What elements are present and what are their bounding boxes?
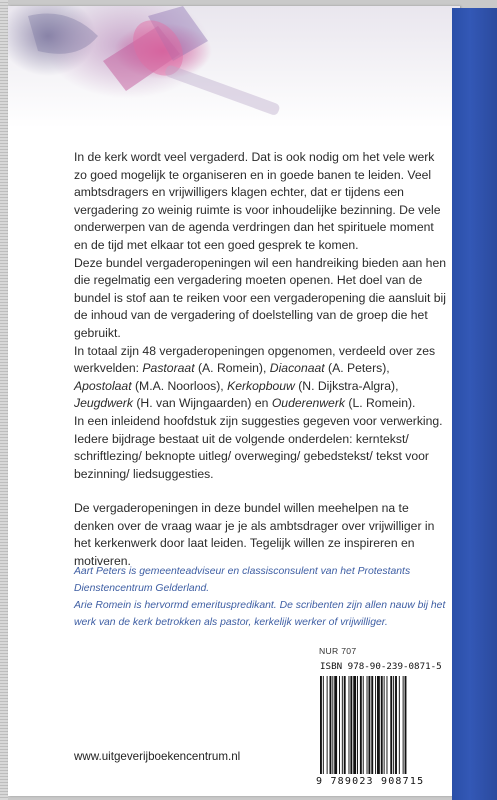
barcode-digits: 9 789023 908715 <box>316 776 425 787</box>
field-name: Jeugdwerk <box>74 396 133 411</box>
fields-intro: In totaal zijn 48 vergaderopeningen opgenomen, verdeeld over zes werkvelden: <box>74 343 436 376</box>
blurb-paragraph-1: In de kerk wordt veel vergaderd. Dat is ook nodig om het vele werk zo goed mogelijk te organiseren en in goede banen te leiden. Veel ambtsdragers en vrijwilligers klagen echter, dat er tijdens een vergadering zo weinig ruimte is voor inhoudelijke bezinning. De vele onderwerpen van de agenda verdringen dan het spirituele moment en de tijd met elkaar tot een goed gesprek te komen. <box>74 150 441 252</box>
page-edge <box>0 0 8 800</box>
barcode <box>318 676 446 784</box>
blurb-text <box>74 149 450 571</box>
field-name: Kerkopbouw <box>227 378 295 393</box>
author-note: Arie Romein is hervormd emerituspredikant. De scribenten zijn allen nauw bij het werk van de kerk betrokken als pastor, kerkelijk werker of vrijwilliger. <box>74 600 446 628</box>
cover-photo-gavel <box>8 6 460 128</box>
field-author: (A. Romein), <box>194 361 270 376</box>
blurb-paragraph-structure: In een inleidend hoofdstuk zijn suggesties gegeven voor verwerking. Iedere bijdrage bestaat uit de volgende onderdelen: kerntekst/ schriftlezing/ beknopte uitleg/ overweging/ gebedstekst/ tekst voor bezinning/ liedsuggesties. <box>74 413 443 481</box>
author-note: Aart Peters is gemeenteadviseur en classisconsulent van het Protestants Dienstencentrum Gelderland. <box>74 566 411 594</box>
author-notes <box>74 563 450 631</box>
book-spine <box>452 8 497 800</box>
field-author: (A. Peters), <box>324 361 390 376</box>
field-name: Pastoraat <box>142 361 195 376</box>
field-name: Ouderenwerk <box>271 396 345 411</box>
blurb-paragraph-fields <box>74 343 450 413</box>
nur-code: NUR 707 <box>319 646 357 656</box>
field-author: (M.A. Noorloos), <box>131 378 228 393</box>
field-name: Diaconaat <box>269 361 325 376</box>
blurb-paragraph-2: Deze bundel vergaderopeningen wil een handreiking bieden aan hen die regelmatig een vergadering moeten openen. Het doel van de bundel is stof aan te reiken voor een vergaderopening die aansluit bij de inhoud van de vergadering of doelstelling van de groep die het gebruikt. <box>74 255 447 340</box>
field-author: (H. van Wijngaarden) en <box>132 396 272 411</box>
isbn-text: ISBN 978-90-239-0871-5 <box>320 661 442 672</box>
field-author: (L. Romein). <box>345 396 416 411</box>
field-name: Apostolaat <box>74 378 132 393</box>
back-cover <box>8 6 460 796</box>
field-author: (N. Dijkstra-Algra), <box>294 378 399 393</box>
publisher-website: www.uitgeverijboekencentrum.nl <box>74 750 241 763</box>
blurb-paragraph-closing: De vergaderopeningen in deze bundel willen meehelpen na te denken over de vraag waar je je als ambtsdrager over vrijwilliger in het kerkenwerk door laat leiden. Tegelijk willen ze inspireren en motiveren. <box>74 501 435 569</box>
